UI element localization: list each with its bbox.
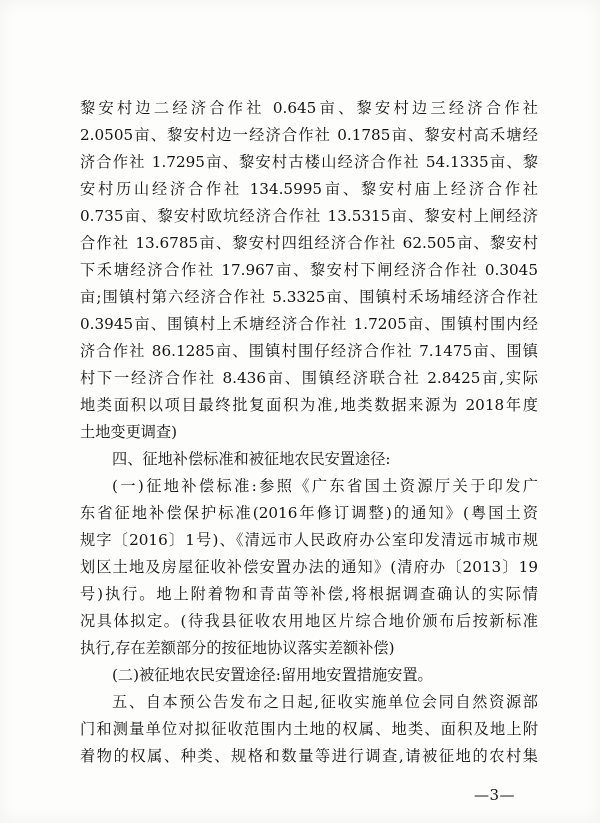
paragraph-line: 亩;围镇村第六经济合作社 5.3325亩、围镇村禾场埔经济合作社 bbox=[80, 288, 538, 306]
paragraph-line: 着物的权属、种类、规格和数量等进行调查,请被征地的农村集 bbox=[80, 747, 538, 765]
paragraph-line: 执行,存在差额部分的按征地协议落实差额补偿) bbox=[80, 639, 395, 657]
section-heading: (二)被征地农民安置途径:留用地安置措施安置。 bbox=[112, 666, 433, 684]
paragraph-line: 五、自本预公告发布之日起,征收实施单位会同自然资源部 bbox=[112, 693, 538, 711]
paragraph-line: 黎安村边二经济合作社 0.645亩、黎安村边三经济合作社 bbox=[80, 99, 538, 117]
paragraph-line: 地类面积以项目最终批复面积为准,地类数据来源为 2018年度 bbox=[80, 396, 538, 414]
paragraph-line: 东省征地补偿保护标准(2016年修订调整)的通知》(粤国土资 bbox=[80, 504, 538, 522]
paragraph-line: 规字〔2016〕1号)、《清远市人民政府办公室印发清远市城市规 bbox=[80, 531, 538, 549]
paragraph-line: (一)征地补偿标准:参照《广东省国土资源厅关于印发广 bbox=[112, 477, 538, 495]
paragraph-line: 0.3945亩、围镇村上禾塘经济合作社 1.7205亩、围镇村围内经 bbox=[80, 315, 538, 333]
paragraph-line: 门和测量单位对拟征收范围内土地的权属、地类、面积及地上附 bbox=[80, 720, 538, 738]
paragraph-line: 况具体拟定。(待我县征收农用地区片综合地价颁布后按新标准 bbox=[80, 612, 538, 630]
paragraph-line: 2.0505亩、黎安村边一经济合作社 0.1785亩、黎安村高禾塘经 bbox=[80, 126, 538, 144]
paragraph-line: 下禾塘经济合作社 17.967亩、黎安村下闸经济合作社 0.3045 bbox=[80, 261, 538, 279]
paragraph-line: 济合作社 1.7295亩、黎安村古楼山经济合作社 54.1335亩、黎 bbox=[80, 153, 538, 171]
paragraph-line: 济合作社 86.1285亩、围镇村围仔经济合作社 7.1475亩、围镇 bbox=[80, 342, 538, 360]
paragraph-line: 合作社 13.6785亩、黎安村四组经济合作社 62.505亩、黎安村 bbox=[80, 234, 538, 252]
paragraph-line: 村下一经济合作社 8.436亩、围镇经济联合社 2.8425亩,实际 bbox=[80, 369, 538, 387]
page-number: —3— bbox=[474, 786, 516, 804]
section-heading: 四、征地补偿标准和被征地农民安置途径: bbox=[112, 450, 391, 468]
paragraph-line: 号)执行。地上附着物和青苗等补偿,将根据调查确认的实际情 bbox=[80, 585, 538, 603]
paragraph-line: 安村历山经济合作社 134.5995亩、黎安村庙上经济合作社 bbox=[80, 180, 538, 198]
paragraph-line: 0.735亩、黎安村欧坑经济合作社 13.5315亩、黎安村上闸经济 bbox=[80, 207, 538, 225]
paragraph-line: 土地变更调查) bbox=[80, 423, 178, 441]
paragraph-line: 划区土地及房屋征收补偿安置办法的通知》(清府办〔2013〕19 bbox=[80, 558, 538, 576]
